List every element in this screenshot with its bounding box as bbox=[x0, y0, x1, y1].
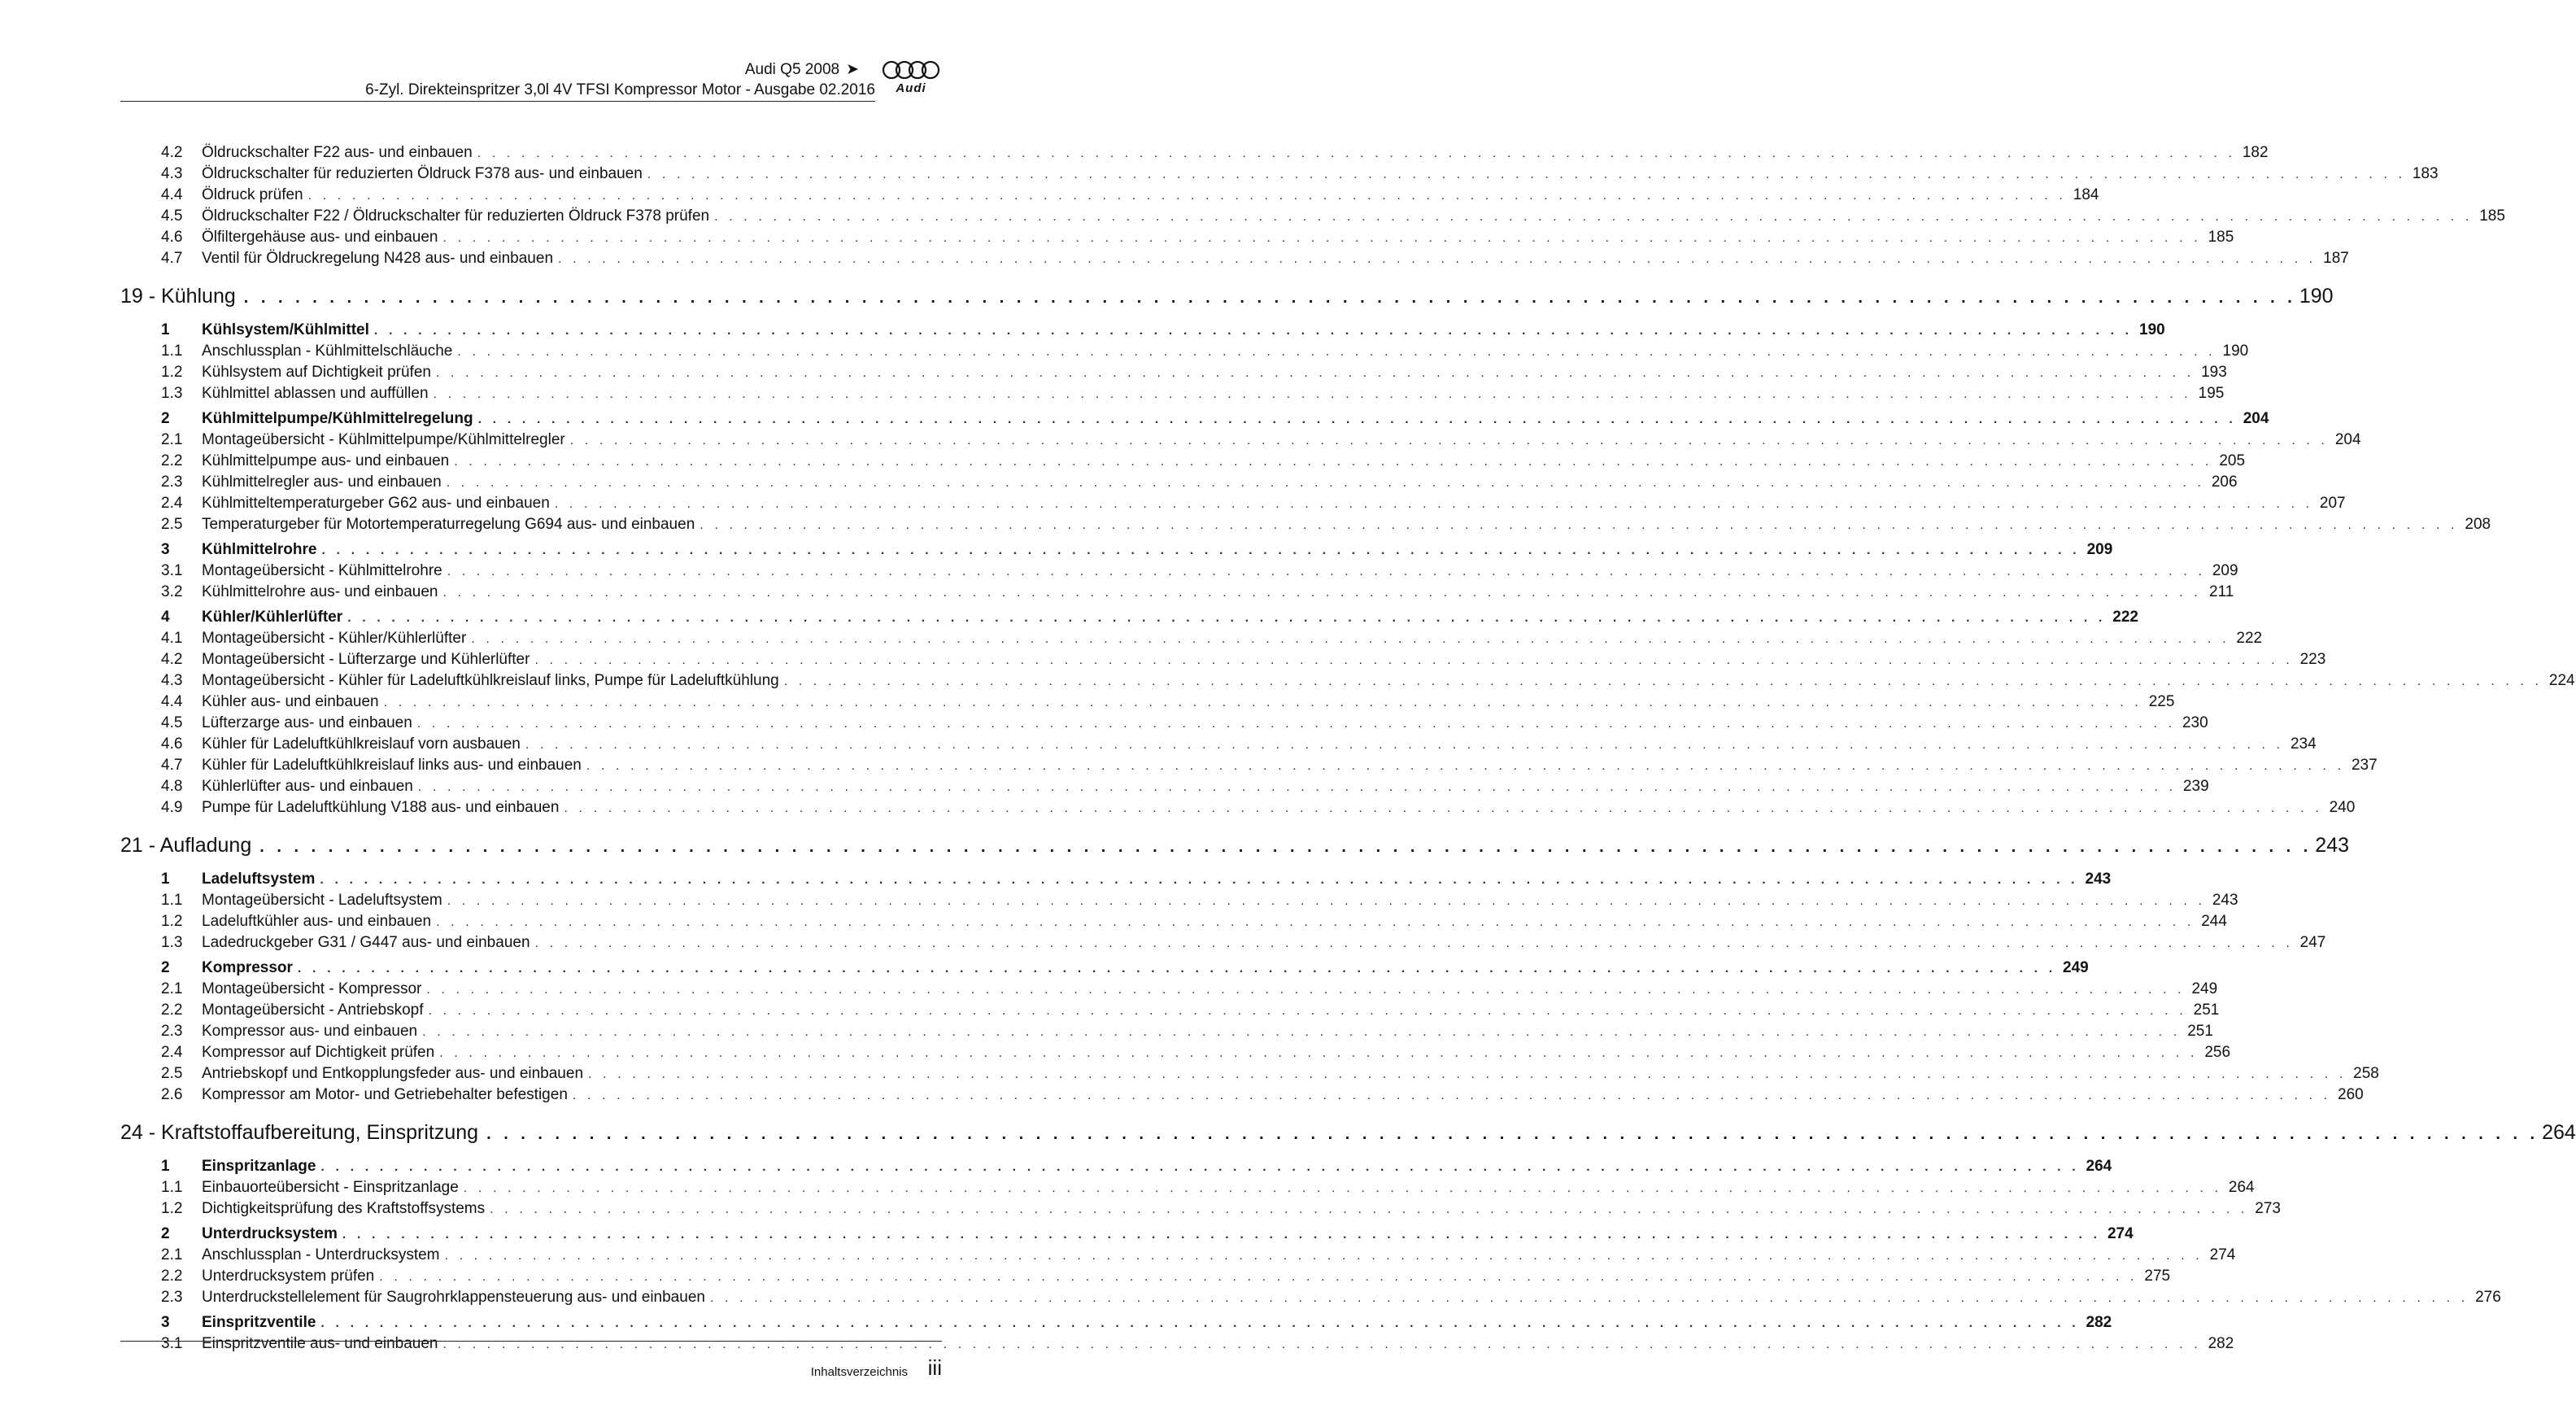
toc-leader: . . . . . . . . . . . . . . . . . . . . . . . . . . . . . . . . . . . . . . . . . . . . . . . . . . . . . . . . . . . . . . . . . . . . . . . . . . . . . . . . . . . . . . . . . . . . . . . . . . . . . . . . . . . . . . . . . . . . . . . . bbox=[259, 838, 2312, 856]
toc-leader: . . . . . . . . . . . . . . . . . . . . . . . . . . . . . . . . . . . . . . . . . . . . . . . . . . . . . . . . . . . . . . . . . . . . . . . . . . . . . . . . . . . . . . . . . . . . . . . . . . . . . . . . . . . . . . . . . . . . . . . . bbox=[417, 780, 2177, 794]
toc-chapter[interactable] bbox=[120, 1121, 2576, 1154]
toc-entry[interactable] bbox=[120, 583, 2234, 604]
toc-page-number: 256 bbox=[2204, 1044, 2231, 1061]
toc-entry[interactable] bbox=[120, 1268, 2171, 1289]
toc-page-number: 264 bbox=[2086, 1158, 2112, 1175]
toc-page-number: 243 bbox=[2085, 871, 2112, 888]
toc-leader: . . . . . . . . . . . . . . . . . . . . . . . . . . . . . . . . . . . . . . . . . . . . . . . . . . . . . . . . . . . . . . . . . . . . . . . . . . . . . . . . . . . . . . . . . . . . . . . . . . . . . . . . . . . . . . . . . . . . . . . . bbox=[477, 412, 2237, 426]
toc-entry[interactable] bbox=[120, 452, 2246, 473]
toc-chapter[interactable] bbox=[120, 834, 2350, 866]
toc-title: Kühlsystem/Kühlmittel bbox=[202, 321, 369, 338]
toc-entry[interactable] bbox=[120, 1200, 2281, 1221]
toc-page-number: 190 bbox=[2299, 285, 2334, 308]
toc-title: Kühlmittelrohre bbox=[202, 541, 317, 558]
toc-page-number: 222 bbox=[2236, 630, 2263, 647]
footer-page-number: iii bbox=[927, 1355, 942, 1380]
toc-title: Dichtigkeitsprüfung des Kraftstoffsystems bbox=[202, 1200, 486, 1217]
table-of-contents bbox=[120, 144, 2576, 1356]
header-vehicle: Audi Q5 2008 bbox=[744, 61, 840, 78]
toc-leader: . . . . . . . . . . . . . . . . . . . . . . . . . . . . . . . . . . . . . . . . . . . . . . . . . . . . . . . . . . . . . . . . . . . . . . . . . . . . . . . . . . . . . . . . . . . . . . . . . . . . . . . . . . . . . . . . . . . . . . . . bbox=[435, 366, 2195, 380]
toc-leader: . . . . . . . . . . . . . . . . . . . . . . . . . . . . . . . . . . . . . . . . . . . . . . . . . . . . . . . . . . . . . . . . . . . . . . . . . . . . . . . . . . . . . . . . . . . . . . . . . . . . . . . . . . . . . . . . . . . . . . . . bbox=[647, 168, 2406, 181]
toc-page-number: 251 bbox=[2187, 1023, 2213, 1040]
toc-entry[interactable] bbox=[120, 693, 2175, 714]
arrow-right-icon: ➤ bbox=[846, 61, 859, 78]
toc-leader: . . . . . . . . . . . . . . . . . . . . . . . . . . . . . . . . . . . . . . . . . . . . . . . . . . . . . . . . . . . . . . . . . . . . . . . . . . . . . . . . . . . . . . . . . . . . . . . . . . . . . . . . . . . . . . . . . . . . . . . . bbox=[525, 738, 2284, 752]
toc-title: Kompressor am Motor- und Getriebehalter befestigen bbox=[202, 1086, 568, 1103]
toc-page-number: 264 bbox=[2228, 1179, 2255, 1196]
toc-title: Öldruckschalter F22 aus- und einbauen bbox=[202, 144, 473, 161]
toc-number: 3.2 bbox=[161, 583, 183, 600]
toc-title: Montageübersicht - Kühler/Kühlerlüfter bbox=[202, 630, 467, 647]
toc-number: 1.2 bbox=[161, 1200, 183, 1217]
toc-leader: . . . . . . . . . . . . . . . . . . . . . . . . . . . . . . . . . . . . . . . . . . . . . . . . . . . . . . . . . . . . . . . . . . . . . . . . . . . . . . . . . . . . . . . . . . . . . . . . . . . . . . . . . . . . . . . . . . . . . . . . bbox=[439, 1046, 2199, 1060]
toc-page-number: 208 bbox=[2465, 516, 2491, 533]
toc-title: Kühler für Ladeluftkühlkreislauf links aus- und einbauen bbox=[202, 757, 582, 774]
toc-entry[interactable] bbox=[120, 1065, 2379, 1086]
toc-number: 4.2 bbox=[161, 651, 183, 668]
toc-entry[interactable] bbox=[120, 651, 2326, 672]
toc-title: Montageübersicht - Ladeluftsystem bbox=[202, 892, 442, 909]
toc-number: 2.1 bbox=[161, 431, 183, 448]
toc-page-number: 190 bbox=[2222, 343, 2249, 360]
toc-entry[interactable] bbox=[120, 672, 2575, 693]
toc-leader: . . . . . . . . . . . . . . . . . . . . . . . . . . . . . . . . . . . . . . . . . . . . . . . . . . . . . . . . . . . . . . . . . . . . . . . . . . . . . . . . . . . . . . . . . . . . . . . . . . . . . . . . . . . . . . . . . . . . . . . . bbox=[783, 674, 2543, 688]
toc-number: 4.5 bbox=[161, 207, 183, 225]
toc-page-number: 224 bbox=[2548, 672, 2575, 689]
toc-entry[interactable] bbox=[120, 364, 2227, 385]
toc-title: Montageübersicht - Kühlmittelpumpe/Kühlmittelregler bbox=[202, 431, 565, 448]
toc-number: 2.3 bbox=[161, 1023, 183, 1040]
toc-page-number: 195 bbox=[2198, 385, 2225, 402]
toc-entry[interactable] bbox=[120, 714, 2208, 735]
toc-entry[interactable] bbox=[120, 778, 2209, 799]
toc-page-number: 282 bbox=[2208, 1335, 2234, 1352]
toc-entry[interactable] bbox=[120, 799, 2356, 820]
toc-title: Kühlsystem auf Dichtigkeit prüfen bbox=[202, 364, 431, 381]
toc-leader: . . . . . . . . . . . . . . . . . . . . . . . . . . . . . . . . . . . . . . . . . . . . . . . . . . . . . . . . . . . . . . . . . . . . . . . . . . . . . . . . . . . . . . . . . . . . . . . . . . . . . . . . . . . . . . . . . . . . . . . . bbox=[569, 434, 2329, 447]
toc-title: Ladeluftkühler aus- und einbauen bbox=[202, 913, 432, 930]
toc-leader: . . . . . . . . . . . . . . . . . . . . . . . . . . . . . . . . . . . . . . . . . . . . . . . . . . . . . . . . . . . . . . . . . . . . . . . . . . . . . . . . . . . . . . . . . . . . . . . . . . . . . . . . . . . . . . . . . . . . . . . . bbox=[436, 915, 2195, 929]
toc-leader: . . . . . . . . . . . . . . . . . . . . . . . . . . . . . . . . . . . . . . . . . . . . . . . . . . . . . . . . . . . . . . . . . . . . . . . . . . . . . . . . . . . . . . . . . . . . . . . . . . . . . . . . . . . . . . . . . . . . . . . . bbox=[486, 1125, 2539, 1143]
toc-number: 4.4 bbox=[161, 186, 183, 203]
toc-title: Kühlmittelregler aus- und einbauen bbox=[202, 473, 442, 491]
toc-title: Kühler aus- und einbauen bbox=[202, 693, 379, 710]
toc-number: 3.1 bbox=[161, 562, 183, 579]
toc-entry[interactable] bbox=[120, 1289, 2501, 1310]
toc-page-number: 187 bbox=[2323, 250, 2349, 267]
toc-leader: . . . . . . . . . . . . . . . . . . . . . . . . . . . . . . . . . . . . . . . . . . . . . . . . . . . . . . . . . . . . . . . . . . . . . . . . . . . . . . . . . . . . . . . . . . . . . . . . . . . . . . . . . . . . . . . . . . . . . . . . bbox=[471, 632, 2230, 646]
toc-section[interactable] bbox=[120, 1225, 2134, 1246]
toc-page-number: 206 bbox=[2211, 473, 2238, 491]
toc-leader: . . . . . . . . . . . . . . . . . . . . . . . . . . . . . . . . . . . . . . . . . . . . . . . . . . . . . . . . . . . . . . . . . . . . . . . . . . . . . . . . . . . . . . . . . . . . . . . . . . . . . . . . . . . . . . . . . . . . . . . . bbox=[321, 543, 2081, 557]
toc-number: 2.1 bbox=[161, 1246, 183, 1263]
toc-number: 4.6 bbox=[161, 229, 183, 246]
header-rule bbox=[120, 101, 875, 102]
toc-entry[interactable] bbox=[120, 473, 2238, 495]
toc-title: 24 - Kraftstoffaufbereitung, Einspritzung bbox=[120, 1121, 479, 1144]
toc-page-number: 222 bbox=[2112, 609, 2138, 626]
toc-title: Antriebskopf und Entkopplungsfeder aus- und einbauen bbox=[202, 1065, 584, 1082]
toc-number: 1.2 bbox=[161, 913, 183, 930]
toc-number: 4.3 bbox=[161, 672, 183, 689]
toc-leader: . . . . . . . . . . . . . . . . . . . . . . . . . . . . . . . . . . . . . . . . . . . . . . . . . . . . . . . . . . . . . . . . . . . . . . . . . . . . . . . . . . . . . . . . . . . . . . . . . . . . . . . . . . . . . . . . . . . . . . . . bbox=[534, 653, 2294, 667]
toc-leader: . . . . . . . . . . . . . . . . . . . . . . . . . . . . . . . . . . . . . . . . . . . . . . . . . . . . . . . . . . . . . . . . . . . . . . . . . . . . . . . . . . . . . . . . . . . . . . . . . . . . . . . . . . . . . . . . . . . . . . . . bbox=[586, 759, 2345, 773]
toc-title: Unterdruckstellelement für Saugrohrklappensteuerung aus- und einbauen bbox=[202, 1289, 705, 1306]
toc-leader: . . . . . . . . . . . . . . . . . . . . . . . . . . . . . . . . . . . . . . . . . . . . . . . . . . . . . . . . . . . . . . . . . . . . . . . . . . . . . . . . . . . . . . . . . . . . . . . . . . . . . . . . . . . . . . . . . . . . . . . . bbox=[373, 324, 2133, 338]
toc-leader: . . . . . . . . . . . . . . . . . . . . . . . . . . . . . . . . . . . . . . . . . . . . . . . . . . . . . . . . . . . . . . . . . . . . . . . . . . . . . . . . . . . . . . . . . . . . . . . . . . . . . . . . . . . . . . . . . . . . . . . . bbox=[383, 696, 2142, 709]
toc-section[interactable] bbox=[120, 1314, 2112, 1335]
toc-entry[interactable] bbox=[120, 250, 2349, 271]
toc-page-number: 240 bbox=[2329, 799, 2356, 816]
toc-title: Öldruckschalter F22 / Öldruckschalter für reduzierten Öldruck F378 prüfen bbox=[202, 207, 710, 225]
audi-logo-text: Audi bbox=[896, 81, 926, 95]
toc-entry[interactable] bbox=[120, 343, 2249, 364]
toc-number: 1 bbox=[161, 871, 170, 888]
toc-title: Kühlmittel ablassen und auffüllen bbox=[202, 385, 429, 402]
toc-number: 2.4 bbox=[161, 1044, 183, 1061]
toc-title: Einspritzanlage bbox=[202, 1158, 316, 1175]
toc-number: 3 bbox=[161, 541, 170, 558]
toc-entry[interactable] bbox=[120, 630, 2263, 651]
toc-leader: . . . . . . . . . . . . . . . . . . . . . . . . . . . . . . . . . . . . . . . . . . . . . . . . . . . . . . . . . . . . . . . . . . . . . . . . . . . . . . . . . . . . . . . . . . . . . . . . . . . . . . . . . . . . . . . . . . . . . . . . bbox=[447, 894, 2206, 908]
toc-leader: . . . . . . . . . . . . . . . . . . . . . . . . . . . . . . . . . . . . . . . . . . . . . . . . . . . . . . . . . . . . . . . . . . . . . . . . . . . . . . . . . . . . . . . . . . . . . . . . . . . . . . . . . . . . . . . . . . . . . . . . bbox=[297, 962, 2056, 975]
toc-title: Ölfiltergehäuse aus- und einbauen bbox=[202, 229, 438, 246]
toc-number: 2 bbox=[161, 410, 170, 427]
toc-number: 1.1 bbox=[161, 892, 183, 909]
toc-number: 2.3 bbox=[161, 473, 183, 491]
toc-number: 2.4 bbox=[161, 495, 183, 512]
toc-entry[interactable] bbox=[120, 495, 2346, 516]
toc-number: 2.3 bbox=[161, 1289, 183, 1306]
toc-page-number: 209 bbox=[2086, 541, 2113, 558]
toc-leader: . . . . . . . . . . . . . . . . . . . . . . . . . . . . . . . . . . . . . . . . . . . . . . . . . . . . . . . . . . . . . . . . . . . . . . . . . . . . . . . . . . . . . . . . . . . . . . . . . . . . . . . . . . . . . . . . . . . . . . . . bbox=[564, 801, 2323, 815]
toc-title: Kühlmittelpumpe aus- und einbauen bbox=[202, 452, 450, 469]
toc-leader: . . . . . . . . . . . . . . . . . . . . . . . . . . . . . . . . . . . . . . . . . . . . . . . . . . . . . . . . . . . . . . . . . . . . . . . . . . . . . . . . . . . . . . . . . . . . . . . . . . . . . . . . . . . . . . . . . . . . . . . . bbox=[416, 717, 2176, 731]
toc-title: Ventil für Öldruckregelung N428 aus- und einbauen bbox=[202, 250, 554, 267]
toc-leader: . . . . . . . . . . . . . . . . . . . . . . . . . . . . . . . . . . . . . . . . . . . . . . . . . . . . . . . . . . . . . . . . . . . . . . . . . . . . . . . . . . . . . . . . . . . . . . . . . . . . . . . . . . . . . . . . . . . . . . . . bbox=[422, 1025, 2181, 1039]
toc-title: Anschlussplan - Unterdrucksystem bbox=[202, 1246, 440, 1263]
toc-page-number: 185 bbox=[2479, 207, 2505, 225]
toc-leader: . . . . . . . . . . . . . . . . . . . . . . . . . . . . . . . . . . . . . . . . . . . . . . . . . . . . . . . . . . . . . . . . . . . . . . . . . . . . . . . . . . . . . . . . . . . . . . . . . . . . . . . . . . . . . . . . . . . . . . . . bbox=[442, 586, 2202, 600]
toc-entry[interactable] bbox=[120, 144, 2269, 165]
toc-page-number: 258 bbox=[2353, 1065, 2379, 1082]
toc-entry[interactable] bbox=[120, 980, 2218, 1002]
toc-leader: . . . . . . . . . . . . . . . . . . . . . . . . . . . . . . . . . . . . . . . . . . . . . . . . . . . . . . . . . . . . . . . . . . . . . . . . . . . . . . . . . . . . . . . . . . . . . . . . . . . . . . . . . . . . . . . . . . . . . . . . bbox=[347, 611, 2106, 625]
toc-number: 1.2 bbox=[161, 364, 183, 381]
toc-number: 4.9 bbox=[161, 799, 183, 816]
toc-number: 1.3 bbox=[161, 385, 183, 402]
toc-number: 4 bbox=[161, 609, 170, 626]
toc-leader: . . . . . . . . . . . . . . . . . . . . . . . . . . . . . . . . . . . . . . . . . . . . . . . . . . . . . . . . . . . . . . . . . . . . . . . . . . . . . . . . . . . . . . . . . . . . . . . . . . . . . . . . . . . . . . . . . . . . . . . . bbox=[433, 387, 2192, 401]
toc-leader: . . . . . . . . . . . . . . . . . . . . . . . . . . . . . . . . . . . . . . . . . . . . . . . . . . . . . . . . . . . . . . . . . . . . . . . . . . . . . . . . . . . . . . . . . . . . . . . . . . . . . . . . . . . . . . . . . . . . . . . . bbox=[534, 936, 2294, 950]
toc-title: Kühler/Kühlerlüfter bbox=[202, 609, 343, 626]
toc-leader: . . . . . . . . . . . . . . . . . . . . . . . . . . . . . . . . . . . . . . . . . . . . . . . . . . . . . . . . . . . . . . . . . . . . . . . . . . . . . . . . . . . . . . . . . . . . . . . . . . . . . . . . . . . . . . . . . . . . . . . . bbox=[442, 231, 2202, 245]
toc-number: 4.2 bbox=[161, 144, 183, 161]
page-footer bbox=[120, 1341, 942, 1381]
toc-page-number: 211 bbox=[2209, 583, 2234, 600]
toc-entry[interactable] bbox=[120, 207, 2505, 229]
toc-title: Kühler für Ladeluftkühlkreislauf vorn ausbauen bbox=[202, 735, 521, 753]
toc-title: Einbauorteübersicht - Einspritzanlage bbox=[202, 1179, 459, 1196]
toc-number: 1 bbox=[161, 321, 170, 338]
toc-entry[interactable] bbox=[120, 892, 2238, 913]
toc-leader: . . . . . . . . . . . . . . . . . . . . . . . . . . . . . . . . . . . . . . . . . . . . . . . . . . . . . . . . . . . . . . . . . . . . . . . . . . . . . . . . . . . . . . . . . . . . . . . . . . . . . . . . . . . . . . . . . . . . . . . . bbox=[572, 1089, 2331, 1102]
toc-page-number: 243 bbox=[2212, 892, 2238, 909]
toc-number: 2.2 bbox=[161, 1268, 183, 1285]
toc-leader: . . . . . . . . . . . . . . . . . . . . . . . . . . . . . . . . . . . . . . . . . . . . . . . . . . . . . . . . . . . . . . . . . . . . . . . . . . . . . . . . . . . . . . . . . . . . . . . . . . . . . . . . . . . . . . . . . . . . . . . . bbox=[558, 252, 2317, 266]
toc-title: Einspritzventile aus- und einbauen bbox=[202, 1335, 438, 1352]
toc-entry[interactable] bbox=[120, 1023, 2213, 1044]
toc-page-number: 209 bbox=[2212, 562, 2238, 579]
toc-leader: . . . . . . . . . . . . . . . . . . . . . . . . . . . . . . . . . . . . . . . . . . . . . . . . . . . . . . . . . . . . . . . . . . . . . . . . . . . . . . . . . . . . . . . . . . . . . . . . . . . . . . . . . . . . . . . . . . . . . . . . bbox=[243, 289, 2296, 307]
toc-leader: . . . . . . . . . . . . . . . . . . . . . . . . . . . . . . . . . . . . . . . . . . . . . . . . . . . . . . . . . . . . . . . . . . . . . . . . . . . . . . . . . . . . . . . . . . . . . . . . . . . . . . . . . . . . . . . . . . . . . . . . bbox=[588, 1067, 2347, 1081]
toc-page-number: 223 bbox=[2299, 651, 2326, 668]
toc-leader: . . . . . . . . . . . . . . . . . . . . . . . . . . . . . . . . . . . . . . . . . . . . . . . . . . . . . . . . . . . . . . . . . . . . . . . . . . . . . . . . . . . . . . . . . . . . . . . . . . . . . . . . . . . . . . . . . . . . . . . . bbox=[447, 565, 2206, 578]
toc-entry[interactable] bbox=[120, 165, 2439, 186]
toc-page-number: 193 bbox=[2201, 364, 2227, 381]
toc-number: 1.3 bbox=[161, 934, 183, 951]
footer-rule bbox=[120, 1341, 942, 1342]
toc-title: Lüfterzarge aus- und einbauen bbox=[202, 714, 412, 731]
toc-page-number: 184 bbox=[2073, 186, 2099, 203]
toc-page-number: 276 bbox=[2475, 1289, 2501, 1306]
toc-number: 4.7 bbox=[161, 757, 183, 774]
toc-title: 21 - Aufladung bbox=[120, 834, 252, 857]
toc-number: 3 bbox=[161, 1314, 170, 1331]
toc-page-number: 234 bbox=[2290, 735, 2317, 753]
toc-leader: . . . . . . . . . . . . . . . . . . . . . . . . . . . . . . . . . . . . . . . . . . . . . . . . . . . . . . . . . . . . . . . . . . . . . . . . . . . . . . . . . . . . . . . . . . . . . . . . . . . . . . . . . . . . . . . . . . . . . . . . bbox=[709, 1291, 2469, 1305]
toc-number: 1 bbox=[161, 1158, 170, 1175]
toc-title: Temperaturgeber für Motortemperaturregelung G694 aus- und einbauen bbox=[202, 516, 695, 533]
toc-page-number: 205 bbox=[2219, 452, 2246, 469]
toc-title: Unterdrucksystem prüfen bbox=[202, 1268, 375, 1285]
toc-section[interactable] bbox=[120, 1158, 2112, 1179]
toc-title: Öldruck prüfen bbox=[202, 186, 303, 203]
toc-page-number: 251 bbox=[2193, 1002, 2220, 1019]
toc-page-number: 274 bbox=[2209, 1246, 2236, 1263]
toc-title: Montageübersicht - Kompressor bbox=[202, 980, 422, 997]
toc-number: 4.6 bbox=[161, 735, 183, 753]
toc-page-number: 273 bbox=[2255, 1200, 2281, 1217]
toc-entry[interactable] bbox=[120, 186, 2099, 207]
toc-leader: . . . . . . . . . . . . . . . . . . . . . . . . . . . . . . . . . . . . . . . . . . . . . . . . . . . . . . . . . . . . . . . . . . . . . . . . . . . . . . . . . . . . . . . . . . . . . . . . . . . . . . . . . . . . . . . . . . . . . . . . bbox=[442, 1338, 2202, 1351]
toc-title: Kühlmittelpumpe/Kühlmittelregelung bbox=[202, 410, 473, 427]
toc-page-number: 275 bbox=[2144, 1268, 2171, 1285]
toc-number: 3.1 bbox=[161, 1335, 183, 1352]
toc-leader: . . . . . . . . . . . . . . . . . . . . . . . . . . . . . . . . . . . . . . . . . . . . . . . . . . . . . . . . . . . . . . . . . . . . . . . . . . . . . . . . . . . . . . . . . . . . . . . . . . . . . . . . . . . . . . . . . . . . . . . . bbox=[426, 983, 2186, 997]
footer-label: Inhaltsverzeichnis bbox=[810, 1365, 908, 1379]
toc-leader: . . . . . . . . . . . . . . . . . . . . . . . . . . . . . . . . . . . . . . . . . . . . . . . . . . . . . . . . . . . . . . . . . . . . . . . . . . . . . . . . . . . . . . . . . . . . . . . . . . . . . . . . . . . . . . . . . . . . . . . . bbox=[446, 476, 2205, 490]
toc-number: 2.2 bbox=[161, 1002, 183, 1019]
toc-entry[interactable] bbox=[120, 516, 2491, 537]
toc-leader: . . . . . . . . . . . . . . . . . . . . . . . . . . . . . . . . . . . . . . . . . . . . . . . . . . . . . . . . . . . . . . . . . . . . . . . . . . . . . . . . . . . . . . . . . . . . . . . . . . . . . . . . . . . . . . . . . . . . . . . . bbox=[490, 1202, 2248, 1216]
toc-entry[interactable] bbox=[120, 934, 2326, 955]
toc-entry[interactable] bbox=[120, 1002, 2220, 1023]
toc-number: 1.1 bbox=[161, 343, 183, 360]
toc-title: Kühlmittelrohre aus- und einbauen bbox=[202, 583, 438, 600]
toc-page-number: 244 bbox=[2201, 913, 2227, 930]
toc-title: Montageübersicht - Kühlmittelrohre bbox=[202, 562, 442, 579]
audi-logo bbox=[880, 60, 942, 99]
toc-number: 1.1 bbox=[161, 1179, 183, 1196]
toc-leader: . . . . . . . . . . . . . . . . . . . . . . . . . . . . . . . . . . . . . . . . . . . . . . . . . . . . . . . . . . . . . . . . . . . . . . . . . . . . . . . . . . . . . . . . . . . . . . . . . . . . . . . . . . . . . . . . . . . . . . . . bbox=[463, 1181, 2222, 1195]
toc-title: Unterdrucksystem bbox=[202, 1225, 338, 1242]
toc-entry[interactable] bbox=[120, 1179, 2255, 1200]
page-header bbox=[120, 57, 942, 103]
toc-page-number: 230 bbox=[2182, 714, 2208, 731]
audi-rings-icon bbox=[880, 60, 942, 83]
toc-page-number: 249 bbox=[2063, 959, 2089, 976]
toc-title: 19 - Kühlung bbox=[120, 285, 236, 308]
toc-section[interactable] bbox=[120, 321, 2165, 343]
toc-title: Ladeluftsystem bbox=[202, 871, 316, 888]
toc-entry[interactable] bbox=[120, 913, 2227, 934]
toc-page-number: 190 bbox=[2139, 321, 2165, 338]
toc-title: Ladedruckgeber G31 / G447 aus- und einbauen bbox=[202, 934, 530, 951]
toc-title: Kühlerlüfter aus- und einbauen bbox=[202, 778, 413, 795]
toc-number: 2.1 bbox=[161, 980, 183, 997]
toc-page-number: 260 bbox=[2338, 1086, 2364, 1103]
toc-page-number: 264 bbox=[2542, 1121, 2576, 1144]
toc-section[interactable] bbox=[120, 609, 2138, 630]
toc-number: 4.3 bbox=[161, 165, 183, 182]
toc-entry[interactable] bbox=[120, 431, 2361, 452]
toc-chapter[interactable] bbox=[120, 285, 2334, 317]
toc-number: 2.6 bbox=[161, 1086, 183, 1103]
toc-section[interactable] bbox=[120, 871, 2112, 892]
toc-page-number: 204 bbox=[2334, 431, 2361, 448]
toc-page-number: 237 bbox=[2351, 757, 2378, 774]
toc-title: Pumpe für Ladeluftkühlung V188 aus- und einbauen bbox=[202, 799, 560, 816]
toc-page-number: 239 bbox=[2182, 778, 2209, 795]
toc-title: Anschlussplan - Kühlmittelschläuche bbox=[202, 343, 453, 360]
toc-page-number: 185 bbox=[2208, 229, 2234, 246]
toc-leader: . . . . . . . . . . . . . . . . . . . . . . . . . . . . . . . . . . . . . . . . . . . . . . . . . . . . . . . . . . . . . . . . . . . . . . . . . . . . . . . . . . . . . . . . . . . . . . . . . . . . . . . . . . . . . . . . . . . . . . . . bbox=[379, 1270, 2138, 1284]
toc-number: 2.5 bbox=[161, 1065, 183, 1082]
toc-entry[interactable] bbox=[120, 385, 2225, 406]
toc-leader: . . . . . . . . . . . . . . . . . . . . . . . . . . . . . . . . . . . . . . . . . . . . . . . . . . . . . . . . . . . . . . . . . . . . . . . . . . . . . . . . . . . . . . . . . . . . . . . . . . . . . . . . . . . . . . . . . . . . . . . . bbox=[714, 210, 2473, 224]
toc-title: Kompressor bbox=[202, 959, 293, 976]
toc-entry[interactable] bbox=[120, 757, 2378, 778]
toc-section[interactable] bbox=[120, 959, 2089, 980]
toc-number: 2.2 bbox=[161, 452, 183, 469]
toc-leader: . . . . . . . . . . . . . . . . . . . . . . . . . . . . . . . . . . . . . . . . . . . . . . . . . . . . . . . . . . . . . . . . . . . . . . . . . . . . . . . . . . . . . . . . . . . . . . . . . . . . . . . . . . . . . . . . . . . . . . . . bbox=[554, 497, 2313, 511]
toc-entry[interactable] bbox=[120, 1086, 2364, 1107]
toc-number: 4.1 bbox=[161, 630, 183, 647]
toc-title: Einspritzventile bbox=[202, 1314, 316, 1331]
toc-leader: . . . . . . . . . . . . . . . . . . . . . . . . . . . . . . . . . . . . . . . . . . . . . . . . . . . . . . . . . . . . . . . . . . . . . . . . . . . . . . . . . . . . . . . . . . . . . . . . . . . . . . . . . . . . . . . . . . . . . . . . bbox=[457, 345, 2216, 359]
toc-leader: . . . . . . . . . . . . . . . . . . . . . . . . . . . . . . . . . . . . . . . . . . . . . . . . . . . . . . . . . . . . . . . . . . . . . . . . . . . . . . . . . . . . . . . . . . . . . . . . . . . . . . . . . . . . . . . . . . . . . . . . bbox=[307, 189, 2067, 203]
toc-leader: . . . . . . . . . . . . . . . . . . . . . . . . . . . . . . . . . . . . . . . . . . . . . . . . . . . . . . . . . . . . . . . . . . . . . . . . . . . . . . . . . . . . . . . . . . . . . . . . . . . . . . . . . . . . . . . . . . . . . . . . bbox=[454, 455, 2213, 469]
toc-leader: . . . . . . . . . . . . . . . . . . . . . . . . . . . . . . . . . . . . . . . . . . . . . . . . . . . . . . . . . . . . . . . . . . . . . . . . . . . . . . . . . . . . . . . . . . . . . . . . . . . . . . . . . . . . . . . . . . . . . . . . bbox=[320, 1160, 2080, 1174]
toc-leader: . . . . . . . . . . . . . . . . . . . . . . . . . . . . . . . . . . . . . . . . . . . . . . . . . . . . . . . . . . . . . . . . . . . . . . . . . . . . . . . . . . . . . . . . . . . . . . . . . . . . . . . . . . . . . . . . . . . . . . . . bbox=[320, 1316, 2080, 1330]
toc-number: 4.8 bbox=[161, 778, 183, 795]
toc-number: 4.7 bbox=[161, 250, 183, 267]
toc-leader: . . . . . . . . . . . . . . . . . . . . . . . . . . . . . . . . . . . . . . . . . . . . . . . . . . . . . . . . . . . . . . . . . . . . . . . . . . . . . . . . . . . . . . . . . . . . . . . . . . . . . . . . . . . . . . . . . . . . . . . . bbox=[444, 1249, 2203, 1263]
toc-title: Kühlmitteltemperaturgeber G62 aus- und einbauen bbox=[202, 495, 550, 512]
toc-leader: . . . . . . . . . . . . . . . . . . . . . . . . . . . . . . . . . . . . . . . . . . . . . . . . . . . . . . . . . . . . . . . . . . . . . . . . . . . . . . . . . . . . . . . . . . . . . . . . . . . . . . . . . . . . . . . . . . . . . . . . bbox=[342, 1228, 2101, 1242]
toc-number: 2 bbox=[161, 1225, 170, 1242]
header-manual-title: 6-Zyl. Direkteinspritzer 3,0l 4V TFSI Kompressor Motor - Ausgabe 02.2016 bbox=[365, 81, 875, 98]
toc-number: 2 bbox=[161, 959, 170, 976]
toc-page-number: 243 bbox=[2315, 834, 2350, 857]
toc-leader: . . . . . . . . . . . . . . . . . . . . . . . . . . . . . . . . . . . . . . . . . . . . . . . . . . . . . . . . . . . . . . . . . . . . . . . . . . . . . . . . . . . . . . . . . . . . . . . . . . . . . . . . . . . . . . . . . . . . . . . . bbox=[428, 1004, 2187, 1018]
toc-entry[interactable] bbox=[120, 1246, 2236, 1268]
toc-title: Montageübersicht - Kühler für Ladeluftkühlkreislauf links, Pumpe für Ladeluftkühlung bbox=[202, 672, 779, 689]
toc-page-number: 183 bbox=[2412, 165, 2439, 182]
toc-page-number: 207 bbox=[2319, 495, 2346, 512]
toc-leader: . . . . . . . . . . . . . . . . . . . . . . . . . . . . . . . . . . . . . . . . . . . . . . . . . . . . . . . . . . . . . . . . . . . . . . . . . . . . . . . . . . . . . . . . . . . . . . . . . . . . . . . . . . . . . . . . . . . . . . . . bbox=[477, 146, 2236, 160]
toc-number: 4.5 bbox=[161, 714, 183, 731]
toc-entry[interactable] bbox=[120, 229, 2234, 250]
toc-page-number: 225 bbox=[2148, 693, 2175, 710]
toc-title: Montageübersicht - Lüfterzarge und Kühlerlüfter bbox=[202, 651, 530, 668]
toc-page-number: 247 bbox=[2299, 934, 2326, 951]
toc-number: 4.4 bbox=[161, 693, 183, 710]
toc-page-number: 204 bbox=[2243, 410, 2269, 427]
toc-page-number: 274 bbox=[2107, 1225, 2134, 1242]
toc-title: Kompressor aus- und einbauen bbox=[202, 1023, 418, 1040]
toc-title: Kompressor auf Dichtigkeit prüfen bbox=[202, 1044, 435, 1061]
toc-leader: . . . . . . . . . . . . . . . . . . . . . . . . . . . . . . . . . . . . . . . . . . . . . . . . . . . . . . . . . . . . . . . . . . . . . . . . . . . . . . . . . . . . . . . . . . . . . . . . . . . . . . . . . . . . . . . . . . . . . . . . bbox=[320, 873, 2079, 887]
header-vehicle-line bbox=[745, 60, 859, 79]
toc-page-number: 282 bbox=[2086, 1314, 2112, 1331]
toc-entry[interactable] bbox=[120, 735, 2317, 757]
toc-entry[interactable] bbox=[120, 1044, 2231, 1065]
toc-page-number: 249 bbox=[2191, 980, 2218, 997]
toc-title: Montageübersicht - Antriebskopf bbox=[202, 1002, 424, 1019]
toc-leader: . . . . . . . . . . . . . . . . . . . . . . . . . . . . . . . . . . . . . . . . . . . . . . . . . . . . . . . . . . . . . . . . . . . . . . . . . . . . . . . . . . . . . . . . . . . . . . . . . . . . . . . . . . . . . . . . . . . . . . . . bbox=[700, 518, 2459, 532]
toc-number: 2.5 bbox=[161, 516, 183, 533]
toc-section[interactable] bbox=[120, 541, 2113, 562]
toc-page-number: 182 bbox=[2242, 144, 2269, 161]
toc-section[interactable] bbox=[120, 410, 2269, 431]
toc-title: Öldruckschalter für reduzierten Öldruck F378 aus- und einbauen bbox=[202, 165, 643, 182]
toc-entry[interactable] bbox=[120, 562, 2238, 583]
